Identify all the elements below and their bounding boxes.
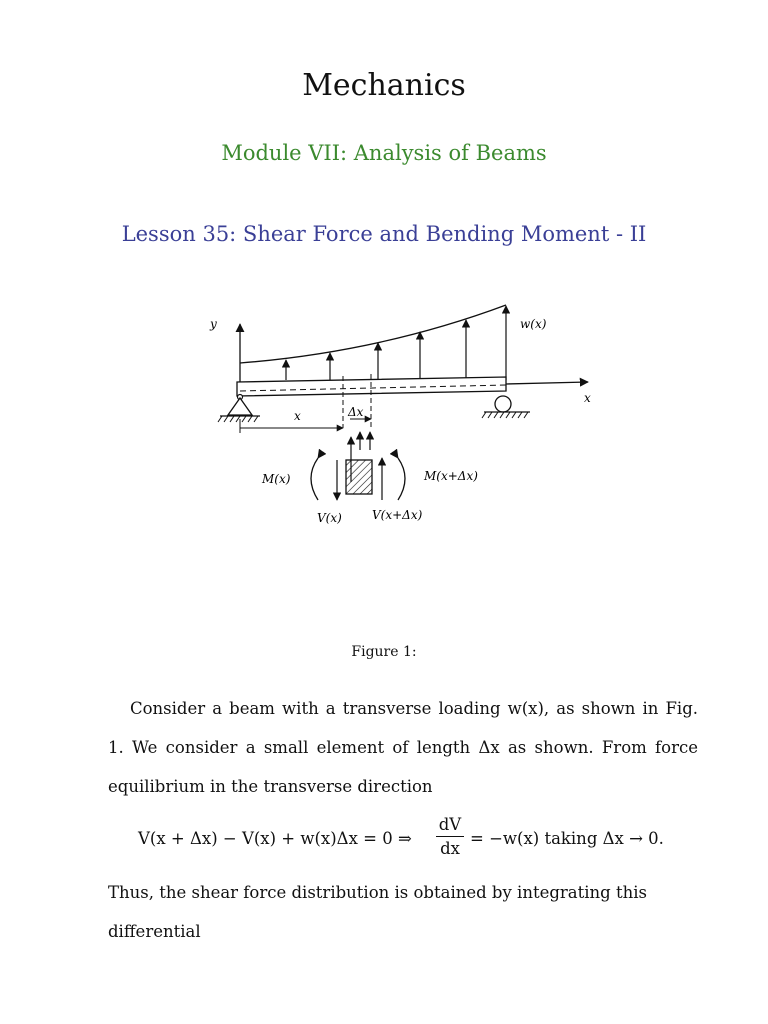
moment-right-label: M(x+Δx): [424, 469, 478, 483]
moment-left-label: M(x): [262, 472, 291, 486]
dx-label: Δx: [348, 405, 364, 419]
module-heading: Module VII: Analysis of Beams: [221, 141, 547, 165]
x-axis-label: x: [584, 391, 591, 405]
page-title: Mechanics: [302, 68, 466, 103]
lesson-heading: Lesson 35: Shear Force and Bending Moment - II: [121, 222, 647, 246]
paragraph-2: Thus, the shear force distribution is obtained by integrating this differential: [108, 883, 647, 941]
equation-denominator: dx: [440, 839, 460, 858]
moment-right-arc: [398, 458, 405, 500]
equation-numerator: dV: [436, 815, 464, 837]
beam-figure: [200, 300, 600, 540]
equation-lhs: V(x + Δx) − V(x) + w(x)Δx = 0 ⇒: [138, 829, 412, 848]
shear-left-label: V(x): [317, 511, 342, 525]
x-axis: [506, 382, 588, 384]
x-dimension-label: x: [294, 409, 301, 423]
paragraph-1: Consider a beam with a transverse loading w(x), as shown in Fig. 1. We consider a small element of length Δx as shown. From force equilibrium in the transverse direction: [108, 699, 698, 796]
shear-right-label: V(x+Δx): [372, 508, 423, 522]
equation: [138, 815, 698, 865]
beam-diagram: [200, 300, 600, 540]
roller-support: [482, 396, 530, 418]
figure-caption: Figure 1:: [351, 644, 417, 660]
y-axis-label: y: [210, 317, 217, 331]
free-body-element: [311, 432, 405, 500]
equation-fraction: [436, 815, 464, 858]
equation-rhs: = −w(x) taking Δx → 0.: [470, 829, 664, 848]
load-label: w(x): [520, 317, 547, 331]
moment-left-arc: [311, 458, 318, 500]
pin-support: [218, 395, 260, 423]
